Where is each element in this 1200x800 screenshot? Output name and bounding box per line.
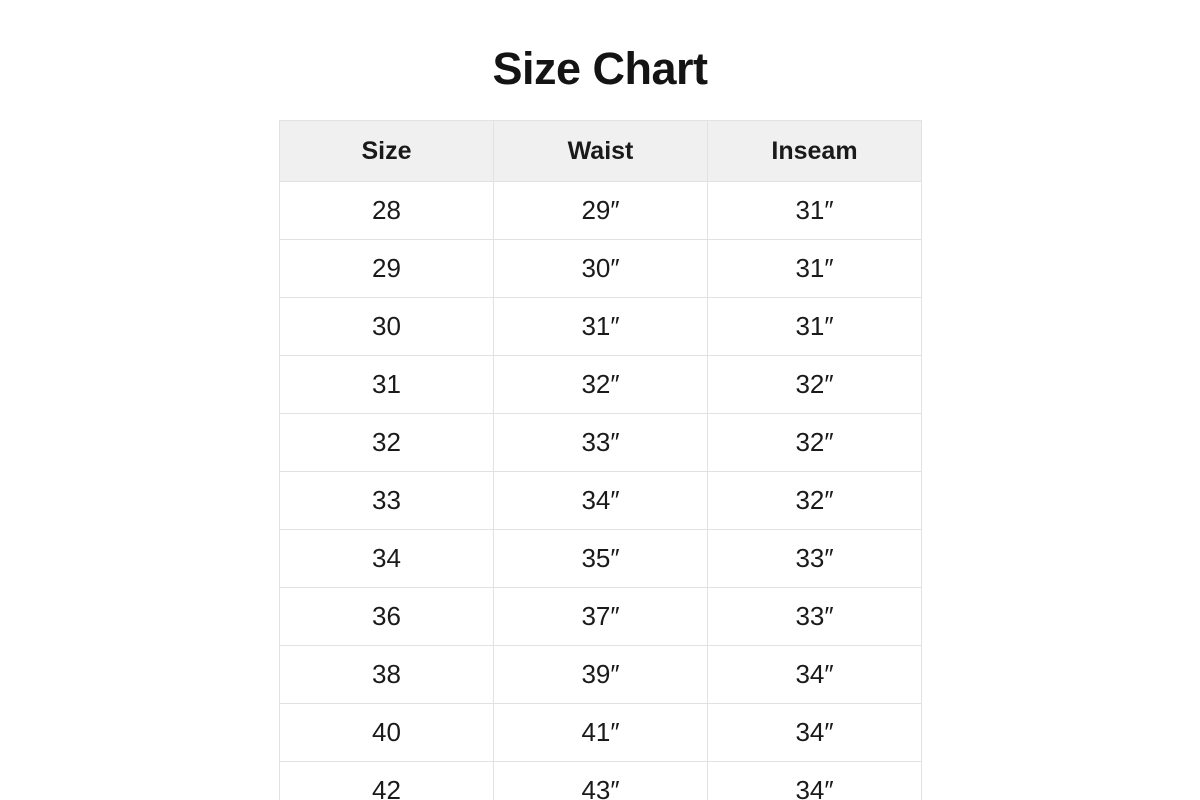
cell-size: 42: [280, 762, 494, 800]
cell-size: 38: [280, 646, 494, 704]
table-row: [280, 530, 922, 588]
cell-inseam: 32″: [708, 356, 922, 414]
cell-waist: 37″: [494, 588, 708, 646]
table-row: [280, 298, 922, 356]
table-row: [280, 414, 922, 472]
column-header-waist: Waist: [494, 121, 708, 182]
cell-waist: 30″: [494, 240, 708, 298]
table-row: [280, 240, 922, 298]
table-row: [280, 704, 922, 762]
cell-size: 33: [280, 472, 494, 530]
cell-inseam: 34″: [708, 646, 922, 704]
cell-waist: 34″: [494, 472, 708, 530]
cell-waist: 39″: [494, 646, 708, 704]
table-row: [280, 762, 922, 800]
column-header-inseam: Inseam: [708, 121, 922, 182]
cell-waist: 33″: [494, 414, 708, 472]
cell-inseam: 31″: [708, 298, 922, 356]
table-header-row: [280, 121, 922, 182]
cell-inseam: 34″: [708, 762, 922, 800]
cell-waist: 32″: [494, 356, 708, 414]
cell-size: 28: [280, 182, 494, 240]
table-row: [280, 182, 922, 240]
table-header: [280, 121, 922, 182]
table-row: [280, 472, 922, 530]
cell-size: 40: [280, 704, 494, 762]
column-header-size: Size: [280, 121, 494, 182]
cell-inseam: 34″: [708, 704, 922, 762]
cell-size: 31: [280, 356, 494, 414]
cell-inseam: 32″: [708, 472, 922, 530]
cell-size: 32: [280, 414, 494, 472]
cell-waist: 43″: [494, 762, 708, 800]
cell-waist: 31″: [494, 298, 708, 356]
cell-size: 30: [280, 298, 494, 356]
table-row: [280, 646, 922, 704]
size-chart-table: [279, 120, 922, 800]
cell-size: 29: [280, 240, 494, 298]
cell-size: 34: [280, 530, 494, 588]
cell-inseam: 31″: [708, 182, 922, 240]
cell-inseam: 33″: [708, 588, 922, 646]
cell-waist: 41″: [494, 704, 708, 762]
page-title: Size Chart: [492, 43, 708, 94]
cell-inseam: 31″: [708, 240, 922, 298]
table-row: [280, 356, 922, 414]
table-row: [280, 588, 922, 646]
cell-waist: 35″: [494, 530, 708, 588]
table-body: [280, 182, 922, 800]
size-chart-table-container: [279, 120, 921, 800]
cell-size: 36: [280, 588, 494, 646]
cell-inseam: 32″: [708, 414, 922, 472]
cell-waist: 29″: [494, 182, 708, 240]
cell-inseam: 33″: [708, 530, 922, 588]
